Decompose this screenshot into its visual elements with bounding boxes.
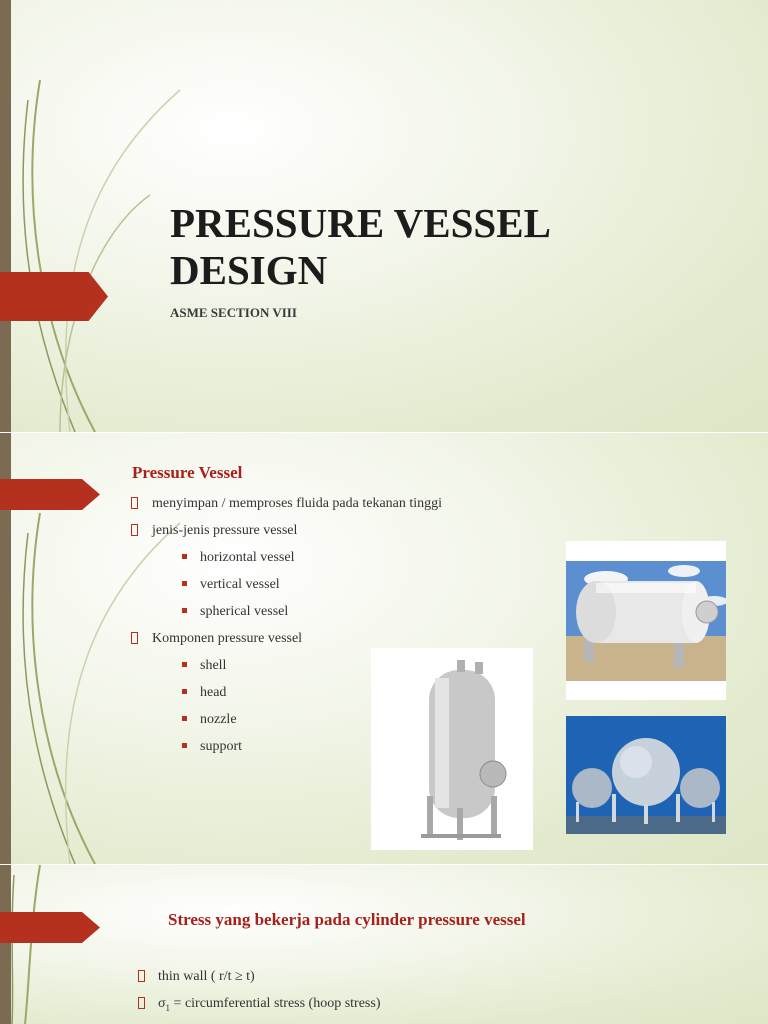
sub-list-item: horizontal vessel (178, 544, 510, 571)
sub-list-item: nozzle (178, 706, 510, 733)
accent-tab (0, 479, 100, 510)
title-slide (0, 0, 768, 432)
stress-slide (0, 865, 768, 1024)
sub-list (152, 544, 510, 625)
slide-title: PRESSURE VESSEL DESIGN (170, 200, 549, 293)
sub-list-item: head (178, 679, 510, 706)
list-item: jenis-jenis pressure vessel horizontal vessel vertical vessel spherical vessel (130, 517, 510, 625)
accent-tab (0, 912, 100, 943)
sub-list-item: vertical vessel (178, 571, 510, 598)
list-item: Komponen pressure vessel shell head nozzle support (130, 625, 510, 760)
sub-list-item: support (178, 733, 510, 760)
section-heading: Stress yang bekerja pada cylinder pressure vessel (168, 910, 526, 929)
vertical-vessel-image (371, 648, 533, 850)
horizontal-vessel-image (566, 541, 726, 700)
list-item: thin wall ( r/t ≥ t) (138, 963, 381, 990)
sub-list-item: shell (178, 652, 510, 679)
list-item: menyimpan / memproses fluida pada tekanan tinggi (130, 490, 510, 517)
slide-subtitle: ASME SECTION VIII (170, 305, 297, 320)
section-heading: Pressure Vessel (132, 463, 243, 482)
bullet-list (138, 963, 381, 1022)
spherical-vessel-image (566, 716, 726, 834)
sub-list-item: spherical vessel (178, 598, 510, 625)
accent-tab (0, 272, 108, 321)
list-item: $\sigma_1$ = circumferential stress (hoop stress) (138, 990, 381, 1022)
